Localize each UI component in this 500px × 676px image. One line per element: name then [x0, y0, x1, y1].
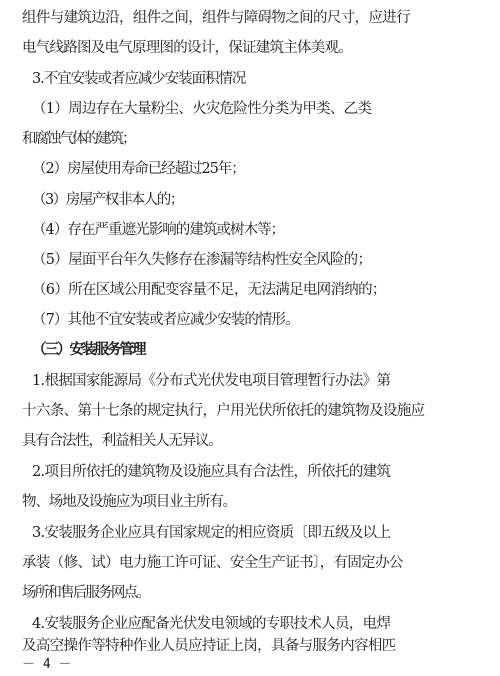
paragraph-line: 具有合法性，利益相关人无异议。: [22, 433, 222, 449]
list-item: （6）所在区域公用配变容量不足，无法满足电网消纳的；: [32, 282, 386, 298]
paragraph-line: 电气线路图及电气原理图的设计，保证建筑主体美观。: [22, 40, 352, 56]
list-item-continuation: 和腐蚀气体的建筑；: [22, 131, 135, 147]
page-number: － 4 －: [22, 657, 72, 672]
paragraph-line: 及高空操作等特种作业人员应持证上岗，具备与服务内容相匹: [22, 638, 396, 654]
paragraph-line: 1.根据国家能源局《分布式光伏发电项目管理暂行办法》第: [32, 373, 391, 389]
list-item: （3）房屋产权非本人的；: [32, 192, 183, 208]
paragraph-line: 3.安装服务企业应具有国家规定的相应资质〔即五级及以上: [32, 525, 391, 541]
paragraph-line: 组件与建筑边沿，组件之间，组件与障碍物之间的尺寸，应进行: [22, 10, 410, 26]
paragraph-line: 物、场地及设施应为项目业主所有。: [22, 494, 236, 510]
list-item: （5）屋面平台年久失修存在渗漏等结构性安全风险的；: [32, 252, 372, 268]
list-item: （2）房屋使用寿命已经超过25年；: [32, 161, 245, 177]
list-item: （4）存在严重遮光影响的建筑或树木等；: [32, 222, 285, 238]
list-item: （7）其他不宜安装或者应减少安装的情形。: [32, 312, 299, 328]
paragraph-line: 承装（修、试）电力施工许可证、安全生产证书〕，有固定办公: [22, 555, 403, 571]
paragraph-line: 2.项目所依托的建筑物及设施应具有合法性，所依托的建筑: [32, 464, 391, 480]
paragraph-line: 场所和售后服务网点。: [22, 585, 149, 601]
section-heading-bold: （三）安装服务管理: [32, 341, 145, 358]
list-item: （1）周边存在大量粉尘、火灾危险性分类为甲类、乙类: [32, 101, 372, 117]
paragraph-line: 4.安装服务企业应配备光伏发电领域的专职技术人员，电焊: [32, 616, 391, 632]
paragraph-line: 十六条、第十七条的规定执行，户用光伏所依托的建筑物及设施应: [22, 403, 425, 419]
section-heading: 3.不宜安装或者应减少安装面积情况: [32, 71, 246, 87]
